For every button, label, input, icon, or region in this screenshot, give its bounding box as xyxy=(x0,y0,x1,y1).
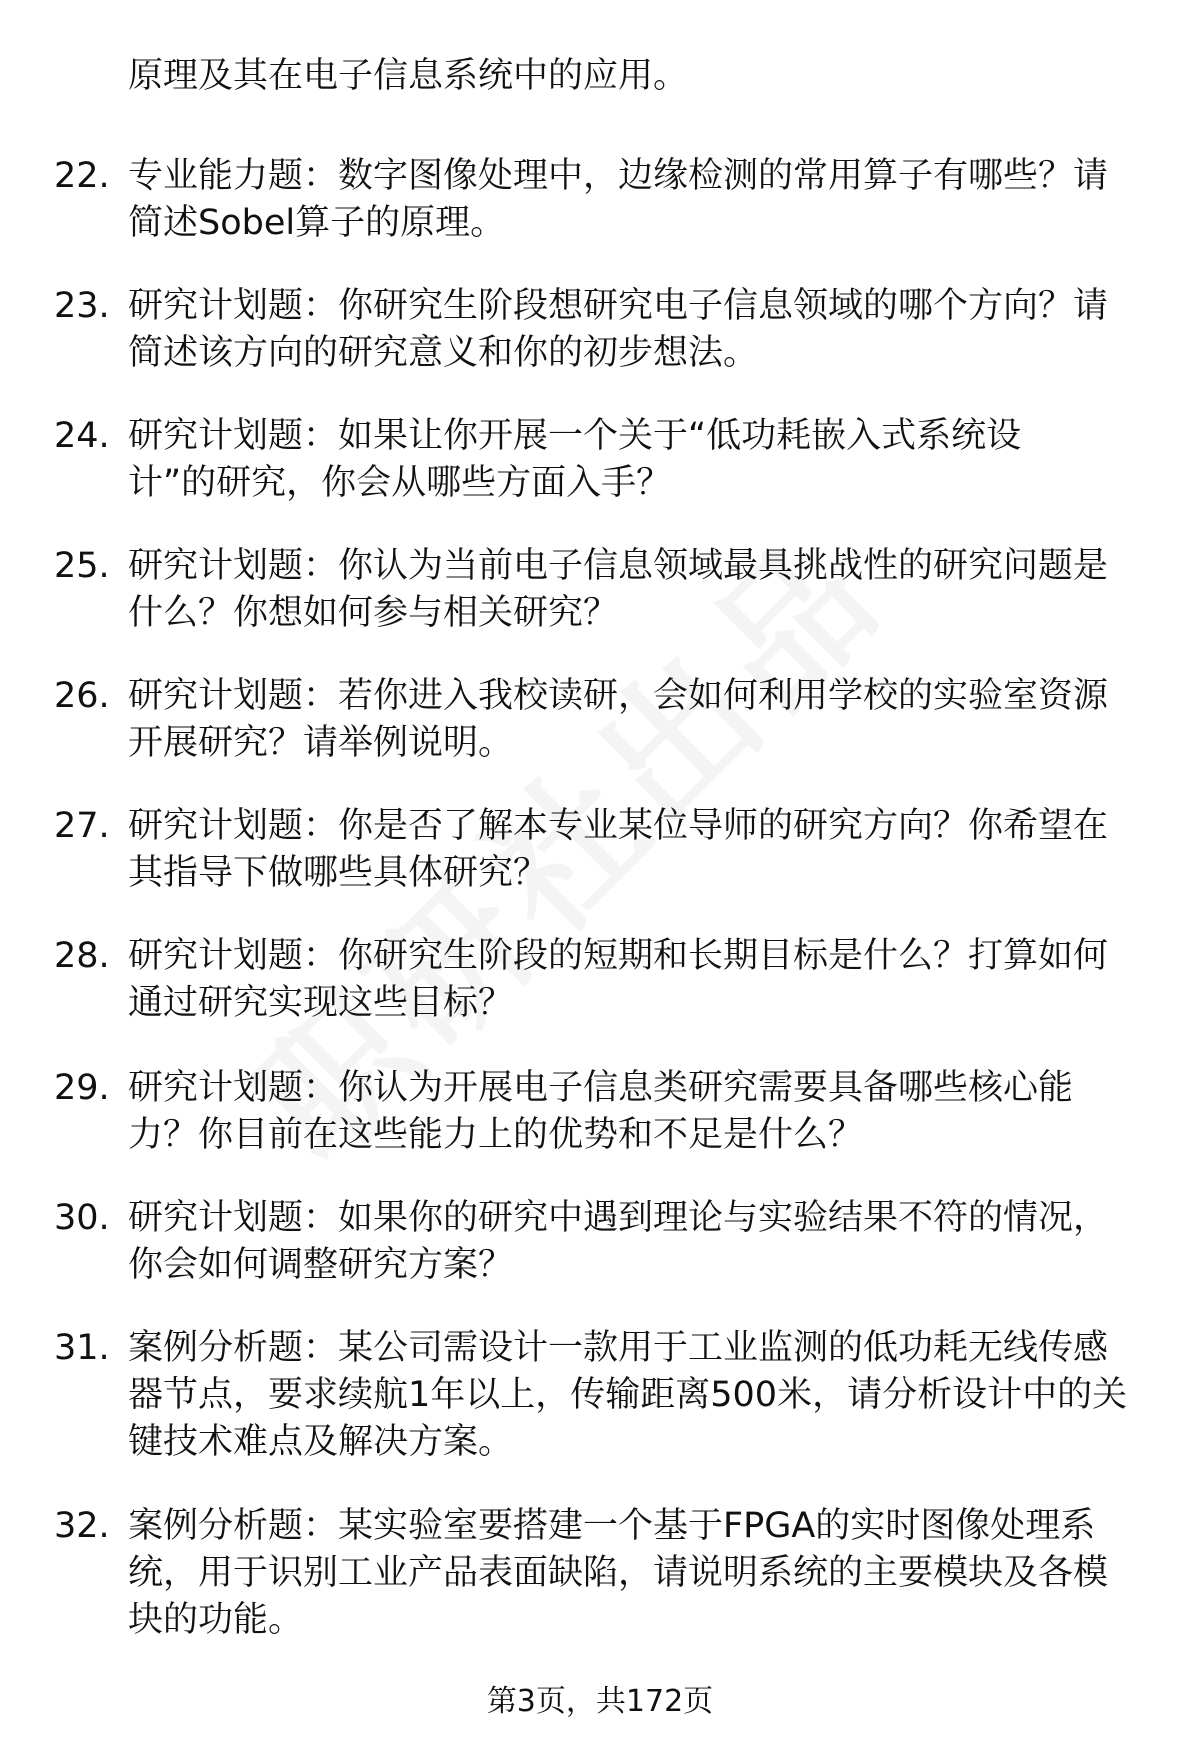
question-number: 31. xyxy=(54,1328,110,1368)
question-number: 23. xyxy=(54,286,110,326)
question-line xyxy=(0,280,1200,332)
question-line xyxy=(0,197,1200,249)
question-number: 27. xyxy=(54,806,110,846)
question-line xyxy=(0,717,1200,769)
question-text: 其指导下做哪些具体研究？ xyxy=(128,853,549,893)
question-text: 器节点，要求续航1年以上，传输距离500米，请分析设计中的关 xyxy=(128,1375,1128,1415)
question-line xyxy=(0,1192,1200,1244)
question-line xyxy=(0,847,1200,899)
question-line xyxy=(0,410,1200,462)
question-line xyxy=(0,800,1200,852)
question-text: 你会如何调整研究方案？ xyxy=(128,1245,514,1285)
question-text: 统，用于识别工业产品表面缺陷，请说明系统的主要模块及各模 xyxy=(128,1553,1109,1593)
question-line xyxy=(0,540,1200,592)
question-line xyxy=(0,1322,1200,1374)
question-number: 24. xyxy=(54,416,110,456)
question-number: 25. xyxy=(54,546,110,586)
question-number: 32. xyxy=(54,1506,110,1546)
question-number: 22. xyxy=(54,156,110,196)
question-text: 研究计划题：你研究生阶段想研究电子信息领域的哪个方向？请 xyxy=(128,286,1109,326)
question-text: 通过研究实现这些目标？ xyxy=(128,983,514,1023)
question-number: 28. xyxy=(54,936,110,976)
question-text: 研究计划题：你研究生阶段的短期和长期目标是什么？打算如何 xyxy=(128,936,1109,976)
question-line xyxy=(0,930,1200,982)
question-text: 案例分析题：某公司需设计一款用于工业监测的低功耗无线传感 xyxy=(128,1328,1109,1368)
question-line xyxy=(0,670,1200,722)
question-line xyxy=(0,150,1200,202)
question-text: 研究计划题：若你进入我校读研，会如何利用学校的实验室资源 xyxy=(128,676,1109,716)
question-text: 研究计划题：你是否了解本专业某位导师的研究方向？你希望在 xyxy=(128,806,1109,846)
question-line xyxy=(0,1062,1200,1114)
question-line xyxy=(0,977,1200,1029)
question-text: 块的功能。 xyxy=(128,1600,304,1640)
question-text: 键技术难点及解决方案。 xyxy=(128,1422,514,1462)
question-text: 简述Sobel算子的原理。 xyxy=(128,203,506,243)
question-line xyxy=(0,1239,1200,1291)
question-text: 研究计划题：如果让你开展一个关于“低功耗嵌入式系统设 xyxy=(128,416,1022,456)
question-line xyxy=(0,327,1200,379)
question-text: 开展研究？请举例说明。 xyxy=(128,723,514,763)
question-text: 研究计划题：你认为当前电子信息领域最具挑战性的研究问题是 xyxy=(128,546,1109,586)
question-line xyxy=(0,1547,1200,1599)
question-text: 力？你目前在这些能力上的优势和不足是什么？ xyxy=(128,1115,864,1155)
question-line xyxy=(0,1369,1200,1421)
question-text: 研究计划题：你认为开展电子信息类研究需要具备哪些核心能 xyxy=(128,1068,1074,1108)
question-line xyxy=(0,1416,1200,1468)
question-number: 29. xyxy=(54,1068,110,1108)
question-text: 什么？你想如何参与相关研究？ xyxy=(128,593,619,633)
question-line xyxy=(0,1109,1200,1161)
question-text: 简述该方向的研究意义和你的初步想法。 xyxy=(128,333,759,373)
question-line xyxy=(0,457,1200,509)
question-text: 计”的研究，你会从哪些方面入手？ xyxy=(128,463,672,503)
question-number: 26. xyxy=(54,676,110,716)
page-footer: 第3页，共172页 xyxy=(486,1684,714,1719)
question-line xyxy=(0,1500,1200,1552)
question-text: 案例分析题：某实验室要搭建一个基于FPGA的实时图像处理系 xyxy=(128,1506,1096,1546)
question-text: 原理及其在电子信息系统中的应用。 xyxy=(128,56,689,96)
question-line xyxy=(0,50,1200,102)
question-text: 专业能力题：数字图像处理中，边缘检测的常用算子有哪些？请 xyxy=(128,156,1109,196)
question-number: 30. xyxy=(54,1198,110,1238)
question-line xyxy=(0,1594,1200,1646)
question-text: 研究计划题：如果你的研究中遇到理论与实验结果不符的情况， xyxy=(128,1198,1109,1238)
question-line xyxy=(0,587,1200,639)
